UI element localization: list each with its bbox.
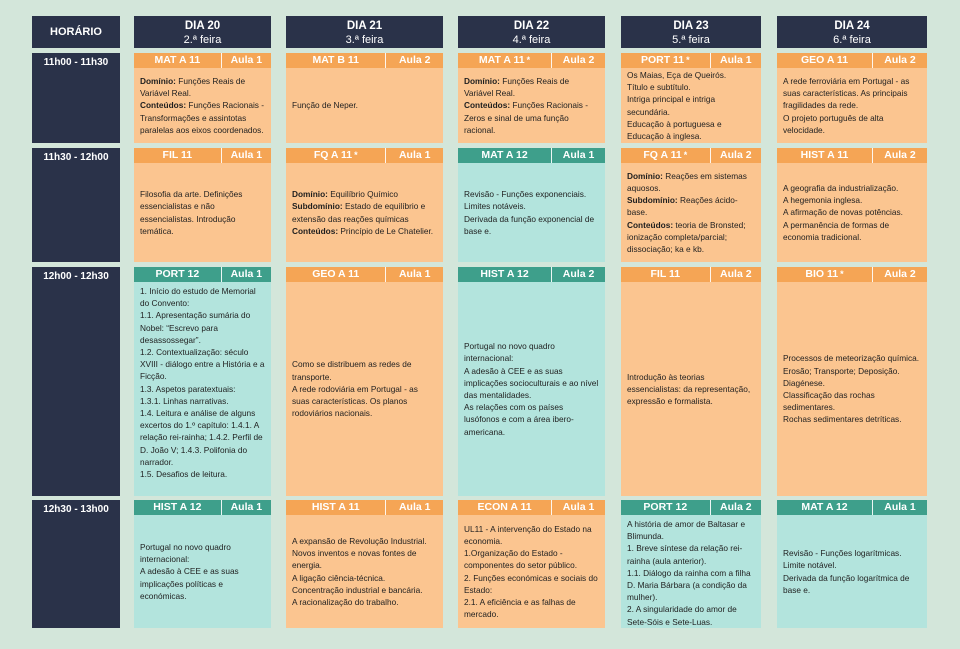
- content-line: Título e subtítulo.: [627, 82, 691, 93]
- lesson-content: [621, 282, 761, 496]
- lesson-header: [777, 53, 927, 68]
- content-line: 1. Breve síntese da relação rei-rainha (aula anterior).: [627, 543, 743, 566]
- weekday-label: 6.ª feira: [833, 34, 871, 46]
- time-slot-1: 11h00 - 11h30: [32, 53, 120, 143]
- aula-label: Aula 2: [720, 149, 752, 161]
- content-label: Conteúdos:: [627, 219, 674, 230]
- lesson-header: [286, 53, 443, 68]
- subject-label: HIST A 11: [777, 148, 873, 163]
- weekday-label: 5.ª feira: [672, 34, 710, 46]
- content-label: Subdomínio:: [292, 201, 343, 212]
- content-label: Conteúdos:: [292, 225, 339, 236]
- asterisk-icon: *: [526, 55, 531, 65]
- lesson-cell: [134, 148, 271, 262]
- day-header-21: [286, 16, 443, 48]
- content-line: A rede rodoviária em Portugal - as suas características. Os planos rodoviários nacionais.: [292, 383, 418, 419]
- lesson-cell: [777, 53, 927, 143]
- aula-label: Aula 2: [562, 268, 595, 280]
- content-line: 1.2. Contextualização: século XVIII - diálogo entre a História e a Ficção.: [140, 347, 265, 382]
- day-label: DIA 23: [673, 20, 709, 32]
- content-line: Processos de meteorização química.: [783, 353, 920, 364]
- content-line: 1.3.1. Linhas narrativas.: [140, 395, 229, 406]
- lesson-cell: [777, 500, 927, 628]
- aula-label: Aula 2: [720, 501, 752, 513]
- content-line: Revisão - Funções logarítmicas. Limite notável.: [783, 548, 902, 571]
- aula-label: Aula 2: [720, 268, 752, 280]
- lesson-content: [134, 515, 271, 628]
- content-line: Conteúdos: Funções Racionais - Zeros e sinal de uma função racional.: [464, 100, 589, 135]
- content-line: A rede ferroviária em Portugal - as suas características. As principais fragilidades da rede.: [783, 75, 910, 111]
- lesson-header: [777, 267, 927, 282]
- lesson-cell: [621, 53, 761, 143]
- lesson-cell: [458, 267, 605, 496]
- day-label: DIA 24: [834, 20, 870, 32]
- lesson-content: [777, 515, 927, 628]
- content-line: 1.1. Apresentação sumária do Nobel: “Escrevo para desassossegar”.: [140, 310, 251, 345]
- content-line: Os Maias, Eça de Queirós.: [627, 69, 727, 80]
- lesson-content: [286, 68, 443, 143]
- aula-label: Aula 1: [884, 501, 916, 513]
- aula-label: Aula 1: [398, 149, 431, 161]
- lesson-header: [621, 267, 761, 282]
- lesson-header: [134, 148, 271, 163]
- lesson-content: [286, 282, 443, 496]
- lesson-content: [458, 68, 605, 143]
- lesson-cell: [458, 500, 605, 628]
- asterisk-icon: *: [354, 150, 358, 160]
- lesson-content: [458, 282, 605, 496]
- day-label: DIA 22: [513, 20, 550, 32]
- aula-label: Aula 1: [398, 268, 431, 280]
- horario-header: HORÁRIO: [32, 16, 120, 48]
- aula-label: Aula 1: [398, 501, 431, 513]
- content-label: Domínio:: [627, 170, 663, 181]
- subject-label: MAT B 11: [286, 53, 386, 68]
- time-slot-2: 11h30 - 12h00: [32, 148, 120, 262]
- subject-label: FQ A 11 *: [286, 148, 386, 163]
- subject-label: HIST A 12: [134, 500, 222, 515]
- subject-label: FQ A 11 *: [621, 148, 711, 163]
- content-line: Classificação das rochas sedimentares.: [783, 390, 875, 413]
- lesson-header: [286, 267, 443, 282]
- content-line: Função de Neper.: [292, 100, 358, 111]
- subject-label: PORT 12: [621, 500, 711, 515]
- subject-label: ECON A 11: [458, 500, 552, 515]
- content-line: Conteúdos: Funções Racionais -Transformações e assintotas paralelas aos eixos coordenados.: [140, 100, 265, 135]
- content-line: A ligação ciência-técnica.: [292, 572, 386, 583]
- weekday-label: 2.ª feira: [183, 34, 222, 46]
- content-line: Filosofia da arte. Definições essencialistas e não essencialistas. Introdução temática.: [140, 189, 243, 236]
- content-line: A expansão de Revolução Industrial.: [292, 535, 427, 546]
- day-header-24: [777, 16, 927, 48]
- content-line: 2. Funções económicas e sociais do Estado:: [464, 572, 598, 595]
- aula-label: Aula 2: [562, 54, 595, 66]
- content-label: Conteúdos:: [464, 100, 511, 111]
- time-slot-3: 12h00 - 12h30: [32, 267, 120, 496]
- subject-label: HIST A 12: [458, 267, 552, 282]
- aula-label: Aula 1: [720, 54, 752, 66]
- lesson-header: [134, 267, 271, 282]
- subject-label: PORT 11 *: [621, 53, 711, 68]
- lesson-cell: [134, 267, 271, 496]
- content-line: Subdomínio: Estado de equilíbrio e extensão das reações químicas: [292, 201, 426, 224]
- lesson-content: [621, 163, 761, 262]
- content-line: 1.3. Aspetos paratextuais:: [140, 383, 236, 394]
- content-line: A hegemonia inglesa.: [783, 195, 863, 206]
- subject-label: MAT A 11: [134, 53, 222, 68]
- content-line: Introdução às teorias essencialistas: da representação, expressão e formalista.: [627, 371, 751, 407]
- lesson-cell: [777, 267, 927, 496]
- lesson-header: [286, 148, 443, 163]
- lesson-cell: [286, 267, 443, 496]
- subject-label: MAT A 11 *: [458, 53, 552, 68]
- lesson-header: [458, 148, 605, 163]
- aula-label: Aula 1: [562, 149, 595, 161]
- content-line: A adesão à CEE e as suas implicações socioculturais e ao nível das mentalidades.: [464, 365, 599, 400]
- lesson-header: [621, 500, 761, 515]
- asterisk-icon: *: [840, 269, 844, 279]
- lesson-header: [458, 53, 605, 68]
- lesson-header: [458, 500, 605, 515]
- lesson-cell: [621, 500, 761, 628]
- weekday-label: 3.ª feira: [345, 34, 384, 46]
- content-line: Concentração industrial e bancária.: [292, 584, 423, 595]
- content-line: O projeto português de alta velocidade.: [783, 112, 884, 135]
- lesson-content: [286, 163, 443, 262]
- subject-label: HIST A 11: [286, 500, 386, 515]
- content-line: A história de amor de Baltasar e Blimunda.: [627, 519, 746, 542]
- content-line: Domínio: Reações em sistemas aquosos.: [627, 170, 747, 193]
- content-line: 1.5. Desafios de leitura.: [140, 469, 228, 480]
- subject-label: GEO A 11: [286, 267, 386, 282]
- lesson-cell: [134, 53, 271, 143]
- content-line: 1. Início do estudo de Memorial do Convento:: [140, 286, 256, 309]
- lesson-content: [134, 68, 271, 143]
- content-line: Conteúdos: Princípio de Le Chatelier.: [292, 225, 434, 236]
- lesson-content: [286, 515, 443, 628]
- content-line: Novos inventos e novas fontes de energia.: [292, 548, 417, 571]
- lesson-cell: [286, 148, 443, 262]
- lesson-content: [134, 163, 271, 262]
- lesson-header: [286, 500, 443, 515]
- lesson-cell: [286, 500, 443, 628]
- aula-label: Aula 1: [230, 149, 263, 161]
- day-header-22: [458, 16, 605, 48]
- lesson-content: [777, 163, 927, 262]
- lesson-content: [621, 515, 761, 628]
- content-line: A racionalização do trabalho.: [292, 596, 399, 607]
- content-line: UL11 - A intervenção do Estado na economia.: [464, 523, 592, 546]
- time-slot-4: 12h30 - 13h00: [32, 500, 120, 628]
- lesson-header: [777, 148, 927, 163]
- content-label: Domínio:: [292, 189, 328, 200]
- content-line: 1.Organização do Estado - componentes do setor público.: [464, 548, 578, 571]
- subject-label: PORT 12: [134, 267, 222, 282]
- content-line: A permanência de formas de economia tradicional.: [783, 219, 890, 242]
- lesson-content: [458, 163, 605, 262]
- content-line: A adesão à CEE e as suas implicações políticas e económicas.: [140, 566, 239, 601]
- aula-label: Aula 2: [884, 268, 916, 280]
- content-line: 2.1. A eficiência e as falhas de mercado.: [464, 596, 576, 620]
- lesson-cell: [621, 267, 761, 496]
- lesson-cell: [134, 500, 271, 628]
- aula-label: Aula 1: [230, 501, 263, 513]
- aula-label: Aula 2: [398, 54, 431, 66]
- content-line: Domínio: Funções Reais de Variável Real.: [464, 75, 570, 99]
- day-label: DIA 21: [346, 20, 383, 32]
- lesson-header: [621, 148, 761, 163]
- lesson-header: [458, 267, 605, 282]
- lesson-content: [458, 515, 605, 628]
- asterisk-icon: *: [683, 150, 688, 160]
- asterisk-icon: *: [686, 55, 690, 65]
- content-line: Subdomínio: Reações ácido-base.: [627, 195, 738, 218]
- subject-label: MAT A 12: [777, 500, 873, 515]
- subject-label: FIL 11: [134, 148, 222, 163]
- content-line: Intriga principal e intriga secundária.: [627, 94, 716, 117]
- lesson-header: [134, 53, 271, 68]
- content-line: Derivada da função exponencial de base e.: [464, 213, 595, 236]
- lesson-header: [621, 53, 761, 68]
- content-line: Rochas sedimentares detríticas.: [783, 414, 902, 425]
- subject-label: MAT A 12: [458, 148, 552, 163]
- content-line: 1.1. Diálogo da rainha com a filha D. Maria Bárbara (a condição da mulher).: [627, 567, 751, 603]
- lesson-content: [621, 68, 761, 143]
- lesson-cell: [777, 148, 927, 262]
- content-line: A afirmação de novas potências.: [783, 207, 903, 218]
- content-line: Como se distribuem as redes de transporte.: [292, 359, 412, 382]
- content-line: Revisão - Funções exponenciais. Limites notáveis.: [464, 189, 587, 212]
- lesson-content: [777, 68, 927, 143]
- lesson-cell: [286, 53, 443, 143]
- lesson-header: [777, 500, 927, 515]
- lesson-cell: [458, 53, 605, 143]
- content-line: Conteúdos: teoria de Bronsted; ionização completa/parcial; dissociação; ka e kb.: [627, 219, 746, 254]
- content-label: Subdomínio:: [627, 195, 678, 206]
- content-line: Portugal no novo quadro internacional:: [140, 541, 231, 565]
- aula-label: Aula 1: [230, 268, 263, 280]
- aula-label: Aula 1: [562, 501, 595, 513]
- subject-label: FIL 11: [621, 267, 711, 282]
- content-line: 1.4. Leitura e análise de alguns excertos do 1.º capítulo: 1.4.1. A relação rei-rainha; 1.4.2. Perfil de D. João V; 1.4.3. Polifonia do narrador.: [140, 408, 263, 467]
- content-line: Domínio: Funções Reais de Variável Real.: [140, 75, 246, 99]
- content-line: Portugal no novo quadro internacional:: [464, 341, 555, 364]
- lesson-header: [134, 500, 271, 515]
- content-line: Domínio: Equilíbrio Químico: [292, 189, 399, 200]
- lesson-content: [134, 282, 271, 496]
- lesson-cell: [621, 148, 761, 262]
- content-line: A geografia da industrialização.: [783, 182, 899, 193]
- aula-label: Aula 2: [884, 54, 916, 66]
- content-label: Domínio:: [464, 75, 500, 86]
- weekday-label: 4.ª feira: [512, 34, 551, 46]
- content-line: 2. A singularidade do amor de Sete-Sóis e Sete-Luas.: [627, 604, 737, 627]
- aula-label: Aula 2: [884, 149, 916, 161]
- subject-label: BIO 11 *: [777, 267, 873, 282]
- lesson-content: [777, 282, 927, 496]
- day-label: DIA 20: [184, 20, 221, 32]
- content-line: As relações com os países lusófonos e com a área ibero-americana.: [464, 402, 574, 437]
- content-line: Educação à portuguesa e Educação à inglesa.: [627, 118, 722, 141]
- lesson-cell: [458, 148, 605, 262]
- aula-label: Aula 1: [230, 54, 263, 66]
- subject-label: GEO A 11: [777, 53, 873, 68]
- day-header-23: [621, 16, 761, 48]
- day-header-20: [134, 16, 271, 48]
- content-label: Domínio:: [140, 75, 176, 86]
- content-label: Conteúdos:: [140, 100, 187, 111]
- content-line: Erosão; Transporte; Deposição. Diagénese.: [783, 365, 900, 388]
- content-line: Derivada da função logarítmica de base e.: [783, 572, 910, 595]
